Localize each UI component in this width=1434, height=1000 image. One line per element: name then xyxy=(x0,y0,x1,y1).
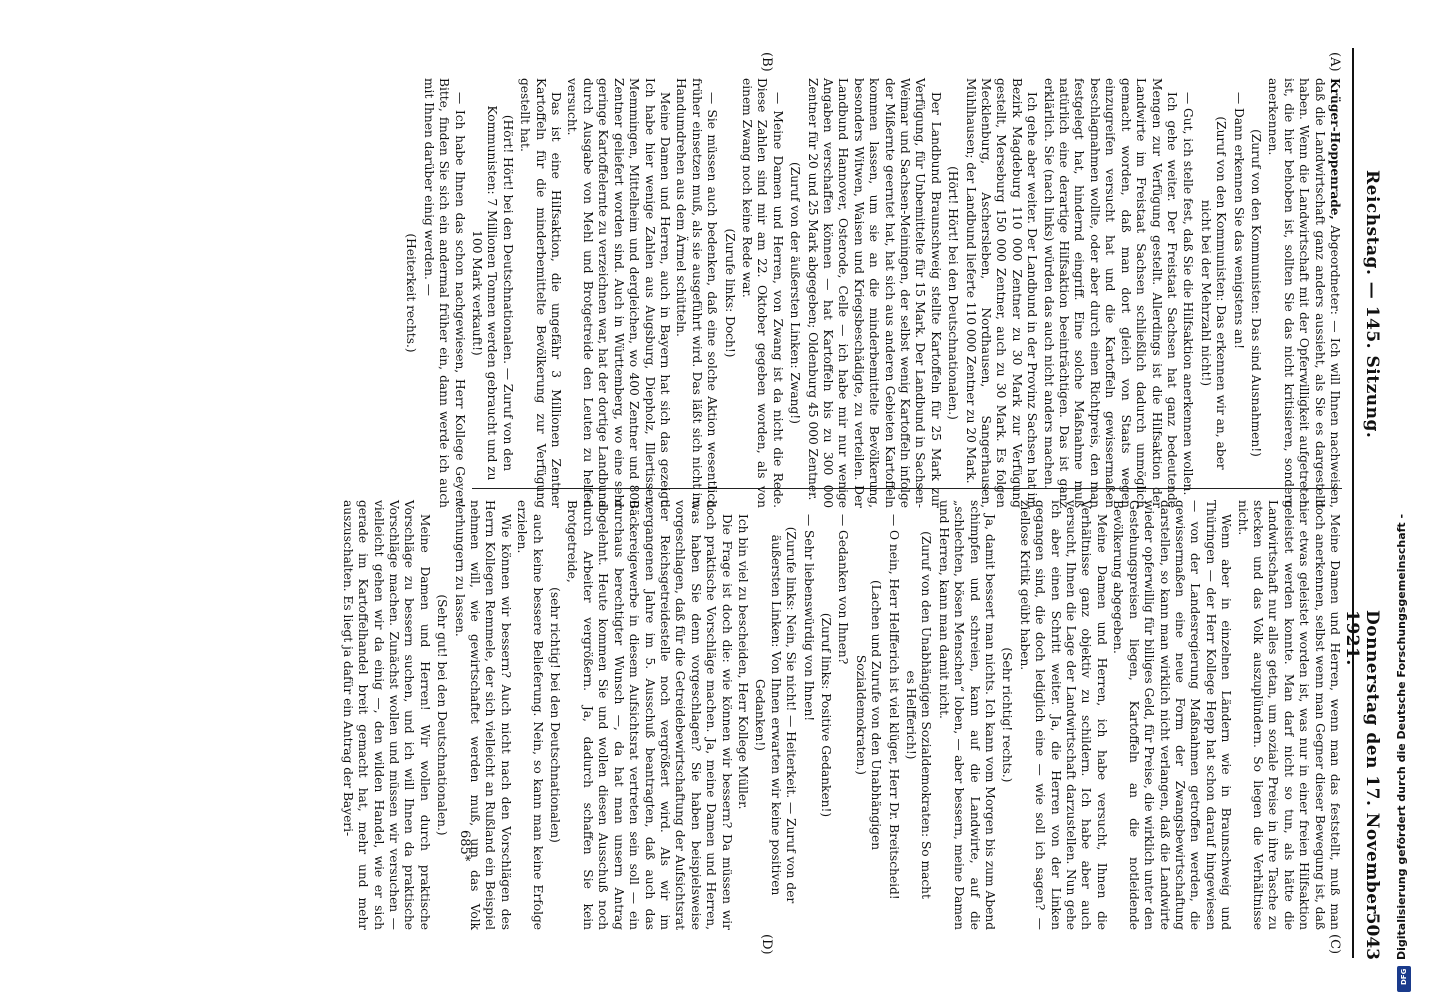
paragraph xyxy=(564,500,733,930)
paragraph-text: Die Frage ist doch die: wie können wir bessern? Da müssen wir doch praktische Vorschläge machen. Ja, meine Damen und Herren, was haben Sie denn vorgeschlagen? Sie haben beispielsweise vorgeschlagen, daß für die Getreidebewirtschaftung der Aufsichtsrat der Reichsgetreidestelle noch vergrößert wird. Als wir im vergangenen Jahre im 5. Ausschuß beantragten, daß auch das Bäckereigewerbe in diesem Aufsichtsrat vertreten sein soll — ein durchaus berechtigter Wunsch —, da hat man unsern Antrag abgelehnt. Heute kommen Sie und wollen diesen Ausschuß noch durch Arbeiter vergrößern. Ja, dadurch schaffen Sie kein Brotgetreide, xyxy=(565,500,734,930)
paragraph xyxy=(1180,78,1195,508)
dfg-logo-icon xyxy=(1397,966,1411,992)
paragraph-text: Wie können wir bessern? Auch nicht nach den Vorschlägen des Herrn Kollegen Remmele, der sich vielleicht an Rußland ein Beispiel nehmen will, wie gewirtschaftet werden muß, um das Volk verhungern zu lassen. xyxy=(452,500,513,930)
paragraph xyxy=(420,78,466,508)
paragraph xyxy=(1040,78,1179,508)
paragraph-text: Ich bin viel zu bescheiden, Herr Kollege Müller. xyxy=(735,514,750,810)
interjection xyxy=(469,102,515,484)
interjection-text: (Zurufe links: Nein, Sie nicht! — Heiterkeit. — Zuruf von der äußersten Linken: Von Ihnen erwarten wir keine positiven Gedanken!) xyxy=(753,526,799,904)
interjection xyxy=(1197,102,1228,484)
paragraph xyxy=(339,500,431,930)
margin-mark-c: (C) xyxy=(1327,934,1342,955)
paragraph xyxy=(1016,500,1108,930)
paragraph-text: auch keine bessere Belieferung. Nein, so kann man keine Erfolge erzielen. xyxy=(515,500,545,930)
speaker-note: Abgeordneter: xyxy=(1328,225,1342,315)
paragraph xyxy=(804,78,943,508)
interjection xyxy=(787,102,802,484)
paragraph-text: — Gut, ich stelle fest, daß Sie die Hilfsaktion anerkennen wollen. xyxy=(1181,92,1196,496)
paragraph xyxy=(673,78,719,508)
paragraph xyxy=(962,78,1039,508)
header-left-title: Reichstag. — 145. Sitzung. xyxy=(1362,170,1382,439)
left-column xyxy=(401,78,1342,508)
interjection-text: (Zuruf links: Positive Gedanken!) xyxy=(819,612,833,818)
interjection xyxy=(403,102,418,484)
paragraph-text: Das ist eine Hilfsaktion, die ungefähr 3 Millionen Zentner Kartoffeln für die minderbemittelte Bevölkerung zur Verfügung gestellt hat. xyxy=(518,78,564,508)
paragraph-text: — Dann erkennen Sie das wenigstens an! xyxy=(1231,92,1246,350)
paragraph xyxy=(564,78,672,508)
paragraph-text: — Sehr liebenswürdig von Ihnen! xyxy=(801,514,816,722)
interjection-text: (Lachen und Zurufe von den Unabhängigen Sozialdemokraten.) xyxy=(853,579,884,851)
paragraph xyxy=(800,500,815,930)
interjection xyxy=(945,102,960,484)
dfg-side-strip xyxy=(1393,0,1433,1000)
interjection xyxy=(1248,102,1263,484)
margin-mark-d: (D) xyxy=(759,934,774,955)
header-page-number: 5043 xyxy=(1362,912,1382,960)
paragraph-text: Ja, damit bessert man nichts. Ich kann vom Morgen bis zum Abend schimpfen und schreien, kann auf die Landwirte, auf die „schlechten, bösen Menschen“ loben, — aber bessern, meine Damen und Herren, kann man damit nicht. xyxy=(936,500,998,930)
paragraph-text: — Meine Damen und Herren, von Zwang ist da nicht die Rede. Diese Zahlen sind mir am 22. Oktober gegeben worden, als von einem Zwang noch keine Rede war. xyxy=(739,78,785,508)
paragraph-text: Meine Damen und Herren, auch in Bayern hat sich das gezeigt. Ich habe hier wenige Zahlen aus Augsburg, Diepholz, Illertissen, Memmingen, Mittelheim und dergleichen, wo 400 Zentner und 800 Zentner geliefert worden sind. Auch in Württemberg, wo eine sehr geringe Kartoffelernte zu verzeichnen war, hat der dortige Landbund durch Ausgabe von Mehl und Brotgetreide den Leuten zu helfen versucht. xyxy=(565,78,672,508)
footer-page-mark: 685* xyxy=(457,830,472,862)
paragraph xyxy=(1110,500,1233,930)
paragraph xyxy=(935,500,997,930)
paragraph-text: — Ich will Ihnen nachweisen, daß die Landwirtschaft ganz anders aussieht, als Sie es dargestellt haben. Wenn die Landwirtschaft mit der Opferwilligkeit aufgetreten ist, die hier behoben ist, sollten Sie das nicht kritisieren, sondern anerkennen. xyxy=(1266,78,1342,508)
right-column xyxy=(338,500,1342,930)
paragraph-text: — Gedanken von Ihnen? xyxy=(836,514,851,665)
interjection xyxy=(903,524,934,906)
running-header xyxy=(1342,40,1382,960)
header-date: Donnerstag den 17. November 1921. xyxy=(1342,610,1382,915)
interjection xyxy=(999,524,1014,906)
margin-mark-a: (A) xyxy=(1327,52,1342,72)
column-divider xyxy=(472,488,1342,489)
dfg-logo-text: DFG xyxy=(1400,968,1408,985)
interjection xyxy=(752,524,798,906)
paragraph xyxy=(835,500,850,930)
paragraph-text: Meine Damen und Herren! Wir wollen durch praktische Vorschläge zu bessern suchen, und ich will Ihnen da praktische Vorschläge machen. Zunächst wollen und müssen wir versuchen — vielleicht gehen wir da einig —, den wilden Handel, wie er sich gerade im Kartoffelhandel breit gemacht hat, mehr und mehr auszuschalten. Es liegt ja dafür ein Antrag der Bayeri- xyxy=(340,500,432,930)
paragraph xyxy=(885,500,900,930)
interjection-text: (Zuruf von der äußersten Linken: Zwang!) xyxy=(788,162,803,424)
interjection-text: (Heiterkeit rechts.) xyxy=(404,233,419,353)
interjection-text: (Zuruf von den Kommunisten: Das sind Ausnahmen!) xyxy=(1248,129,1263,457)
interjection-text: (sehr richtig! bei den Deutschnationalen) xyxy=(548,587,563,843)
paragraph-text: Wenn aber in einzelnen Ländern wie in Braunschweig und Thüringen — der Herr Kollege Hepp hat schon darauf hingewiesen — von der Landesregierung Maßnahmen getroffen werden, die gewissermaßen eine neue Form der Zwangsbewirtschaftung darstellen, so kann man wirklich nicht verlangen, daß die Landwirte wieder opferwillig für billiges Geld, für Preise, die wirklich unter den Gestehungspreisen liegen, Kartoffeln an die notleidende Bevölkerung abgegeben. xyxy=(1111,500,1234,930)
dfg-funding-note: Digitalisierung gefördert durch die Deutsche Forschungsgemeinschaft - xyxy=(1395,513,1408,960)
interjection-text: (Hört! Hört! bei den Deutschnationalen. — Zuruf von den Kommunisten: 7 Millionen Tonnen werden gebraucht und zu 100 Mark verkauft!) xyxy=(470,105,515,481)
interjection xyxy=(852,524,883,906)
paragraph-text: Meine Damen und Herren, ich habe versucht, Ihnen die Verhältnisse ganz objektiv zu schildern. Ich habe aber auch versucht, Ihnen die Lage der Landwirtschaft darzustellen. Nun gehe ich aber einen Schritt weiter. Ja, die Herren von der Linken gegangen sind, die doch lediglich eine — wie soll ich sagen? — ziellose Kritik geübt haben. xyxy=(1017,500,1109,930)
interjection-text: (Zuruf von den Unabhängigen Sozialdemokraten: So macht es Helfferich!) xyxy=(904,531,934,899)
paragraph-text: Ich gehe weiter. Der Freistaat Sachsen hat ganz bedeutende Mengen zur Verfügung gestellt. Allerdings ist die Hilfsaktion der Landwirte im Freistaat Sachsen schließlich dadurch unmöglich gemacht worden, daß man dort gleich von Staats wegen einzugreifen versucht hat und die Kartoffeln gewissermaßen beschlagnahmen wollte, oder aber durch einen Richtpreis, den man festgelegt hat, hindernd eingriff. Eine solche Maßnahme muß natürlich eine derartige Hilfsaktion beeinträchtigen. Das ist ganz erklärlich. Sie (nach links) würden das auch nicht anders machen. xyxy=(1041,78,1179,508)
interjection-text: (Sehr richtig! rechts.) xyxy=(1000,647,1015,783)
interjection-text: (Zurufe links: Doch!) xyxy=(722,228,737,358)
interjection xyxy=(434,524,449,906)
paragraph-text: — O nein, Herr Helfferich ist viel klüger, Herr Dr. Breitscheid! xyxy=(886,514,901,900)
paragraph xyxy=(735,500,750,930)
interjection-text: (Zuruf von den Kommunisten: Das erkennen wir an, aber nicht bei der Mehrzahl nicht!) xyxy=(1198,116,1229,470)
paragraph xyxy=(451,500,513,930)
paragraph xyxy=(739,78,785,508)
paragraph xyxy=(517,78,563,508)
interjection xyxy=(818,524,833,906)
paragraph-text: Meine Damen und Herren, wenn man das feststellt, muß man doch anerkennen, selbst wenn man Gegner dieser Bewegung ist, daß hier etwas geleistet worden ist, was nur in einer freien Hilfsaktion geleistet werden konnte. Man darf nicht so tun, als hätte die Landwirtschaft nur alles getan, um soziale Preise in ihre Tasche zu stecken und das Volk auszuplündern. So liegen die Verhältnisse nicht. xyxy=(1235,500,1342,930)
paragraph-text: — Ich habe Ihnen das schon nachgewiesen, Herr Kollege Geyer! Bitte, finden Sie sich ein andermal früher ein, dann werde ich auch mit Ihnen darüber einig werden. — xyxy=(421,78,467,508)
paragraph xyxy=(1234,500,1342,930)
interjection-text: (Sehr gut! bei den Deutschnationalen.) xyxy=(435,594,450,836)
paragraph-text: Der Landbund Braunschweig stellte Kartoffeln für 25 Mark zur Verfügung, für Unbemittelte für 15 Mark. Der Landbund in Sachsen-Weimar und Sachsen-Meiningen, der selbst wenig Kartoffeln infolge der Mißernte geerntet hat, hat sich aus anderen Gebieten Kartoffeln kommen lassen, um sie an die minderbemittelte Bevölkerung, besonders Witwen, Waisen und Kriegsbeschädigte, zu verteilen. Der Landbund Hannover, Osterode, Celle — ich habe mir nur wenige Angaben verschaffen können — hat Kartoffeln bis zu 300 000 Zentner für 20 und 25 Mark abgegeben; Oldenburg 45 000 Zentner. xyxy=(805,78,943,508)
interjection xyxy=(547,524,562,906)
paragraph xyxy=(1230,78,1245,508)
paragraph-text: Ich gehe aber weiter. Der Landbund in der Provinz Sachsen hat im Bezirk Magdeburg 110 000 Zentner zu 30 Mark zur Verfügung gestellt, Merseburg 150 000 Zentner, auch zu 30 Mark. Es folgen Mecklenburg, Aschersleben, Nordhausen, Sangerhausen, Mühlhausen; der Landbund lieferte 110 000 Zentner zu 20 Mark. xyxy=(963,78,1040,508)
header-rule xyxy=(1352,48,1354,958)
paragraph xyxy=(1265,78,1342,508)
interjection-text: (Hört! Hört! bei den Deutschnationalen.) xyxy=(946,166,961,420)
paragraph-text: — Sie müssen auch bedenken, daß eine solche Aktion wesentlich früher einsetzen muß, als sie ausgeführt wird. Das läßt sich nicht im Handumdrehen aus dem Ärmel schütteln. xyxy=(674,78,720,508)
margin-mark-b: (B) xyxy=(759,52,774,72)
paragraph xyxy=(514,500,545,930)
interjection xyxy=(721,102,736,484)
speaker-name: Krüger-Hoppenrade, xyxy=(1328,78,1342,220)
